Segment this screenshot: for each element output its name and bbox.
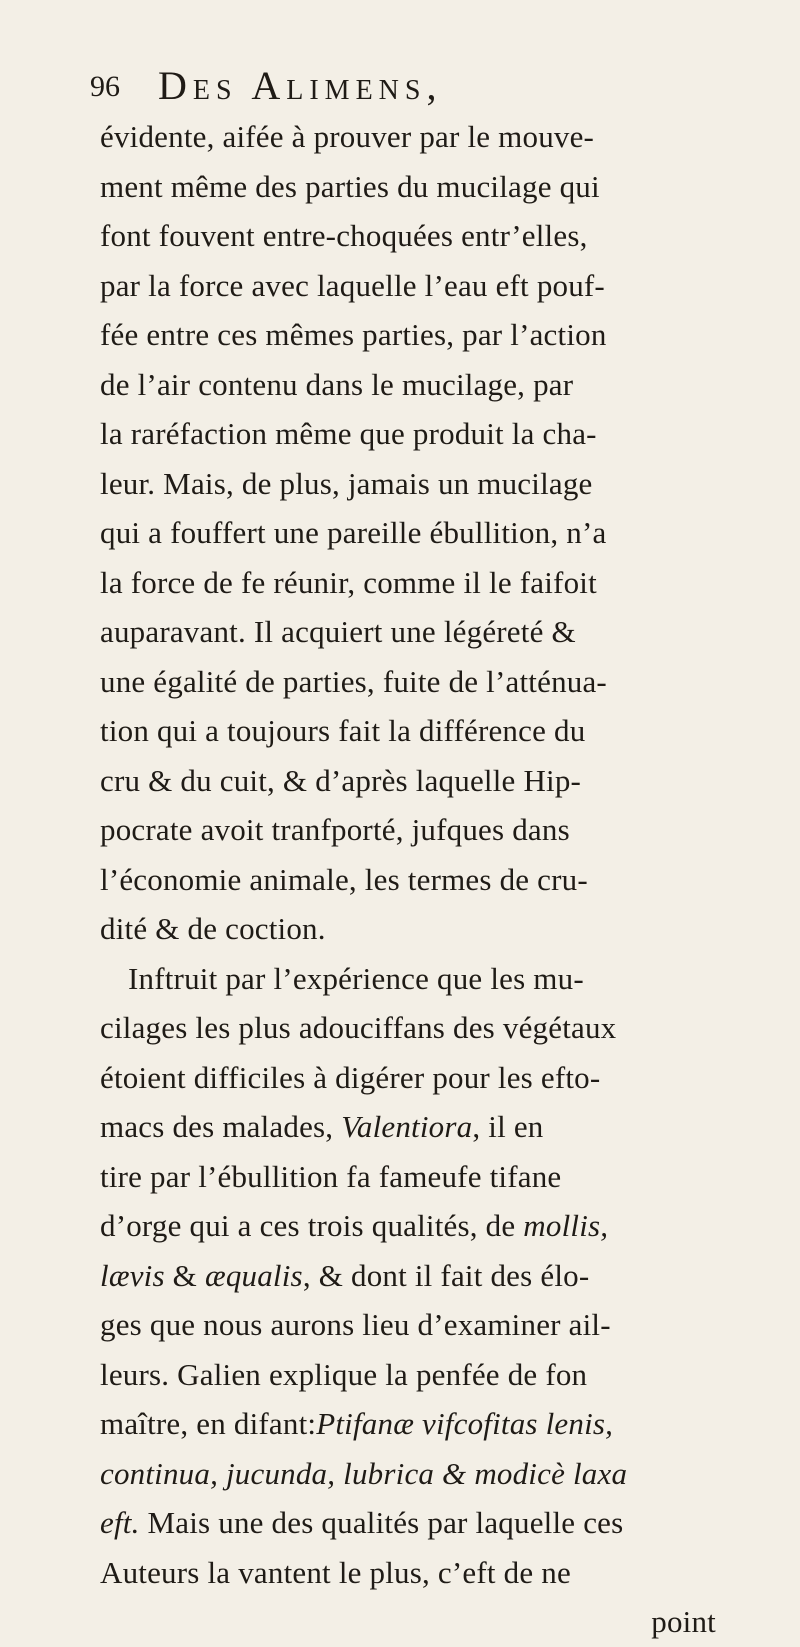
- italic-span: Valentiora: [341, 1109, 473, 1144]
- text-line: cilages les plus adouciffans des végétaux: [100, 1010, 617, 1045]
- page-header: [90, 62, 730, 112]
- text-span: , & dont il fait des élo-: [302, 1257, 590, 1293]
- text-span: maître, en difant:: [100, 1406, 317, 1441]
- text-line: dité & de coction.: [100, 911, 326, 946]
- text-line: la force de fe réunir, comme il le faifoit: [100, 564, 597, 600]
- text-line: ges que nous aurons lieu d’examiner ail-: [100, 1307, 611, 1342]
- text-span: macs des malades,: [100, 1109, 342, 1144]
- text-line: qui a fouffert une pareille ébullition, n’a: [100, 515, 607, 550]
- italic-span: æqualis: [204, 1257, 303, 1293]
- italic-span: continua, jucunda, lubrica & modicè laxa: [100, 1455, 628, 1491]
- text-line: ment même des parties du mucilage qui: [100, 168, 600, 204]
- text-span: Mais une des qualités par laquelle ces: [139, 1505, 624, 1540]
- text-line: la raréfaction même que produit la cha-: [100, 416, 597, 451]
- text-line: étoient difficiles à digérer pour les efto-: [100, 1059, 601, 1095]
- text-line: [100, 1201, 740, 1251]
- text-line: l’économie animale, les termes de cru-: [100, 861, 588, 897]
- text-line: auparavant. Il acquiert une légéreté &: [100, 614, 576, 649]
- text-line: [100, 1399, 740, 1449]
- text-span: d’orge qui a ces trois qualités, de: [100, 1208, 524, 1243]
- text-line: évidente, aifée à prouver par le mouve-: [100, 119, 595, 154]
- catchword: point: [651, 1604, 716, 1639]
- text-line: [100, 1498, 740, 1548]
- text-span: leurs. Galien explique la penfée de fon: [100, 1356, 588, 1392]
- text-line: fée entre ces mêmes parties, par l’action: [100, 317, 607, 352]
- text-line: cru & du cuit, & d’après laquelle Hip-: [100, 762, 582, 798]
- text-span: , il en: [472, 1109, 544, 1144]
- text-line: tire par l’ébullition fa fameufe tifane: [100, 1158, 562, 1194]
- italic-span: Ptifanæ vifcofitas lenis,: [316, 1406, 614, 1441]
- text-line: une égalité de parties, fuite de l’atténua-: [100, 663, 607, 699]
- text-line: de l’air contenu dans le mucilage, par: [100, 366, 574, 402]
- text-line: tion qui a toujours fait la différence du: [100, 713, 586, 748]
- italic-span: lævis: [100, 1257, 165, 1293]
- running-title: Des Alimens,: [158, 63, 443, 108]
- page-number: 96: [90, 70, 120, 103]
- text-line: [100, 1449, 740, 1499]
- text-line: [100, 1350, 740, 1400]
- italic-span: mollis,: [523, 1208, 609, 1243]
- text-span: &: [164, 1257, 205, 1293]
- text-line: pocrate avoit tranfporté, jufques dans: [100, 812, 570, 847]
- text-line: Inftruit par l’expérience que les mu-: [128, 960, 584, 996]
- italic-span: eft.: [100, 1505, 140, 1540]
- text-line: [100, 1102, 740, 1152]
- body-text: [100, 112, 740, 1647]
- text-line: leur. Mais, de plus, jamais un mucilage: [100, 465, 593, 501]
- text-line: Auteurs la vantent le plus, c’eft de ne: [100, 1554, 571, 1590]
- text-line: [100, 1251, 740, 1301]
- text-line: font fouvent entre-choquées entr’elles,: [100, 218, 588, 253]
- text-line: par la force avec laquelle l’eau eft pouf-: [100, 267, 605, 303]
